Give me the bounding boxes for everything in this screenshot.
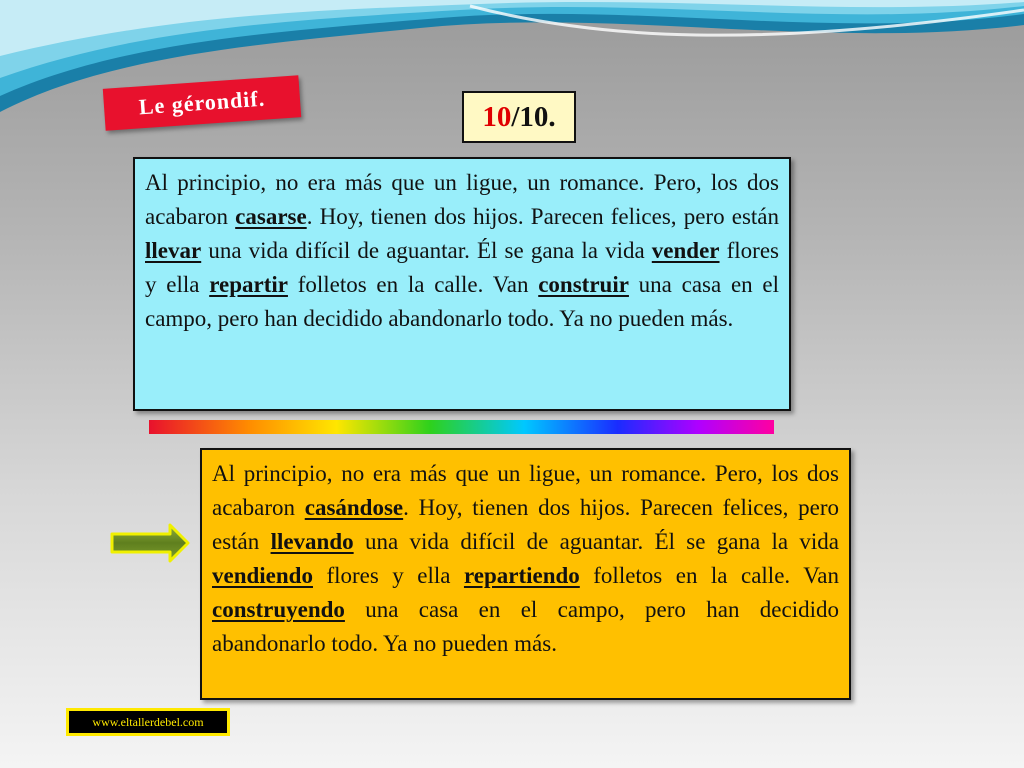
text-segment: folletos en la calle. Van [579,563,839,588]
score-box [462,91,576,143]
text-segment: flores y ella [312,563,464,588]
highlighted-verb: repartiendo [463,563,580,588]
highlighted-verb: vender [651,238,720,263]
text-segment: . Hoy, tienen dos hijos. Parecen felices, pero están [212,495,839,554]
website-url[interactable]: www.eltallerdebel.com [92,714,204,729]
text-segment: Al principio, no era más que un ligue, un romance. Pero, los dos acabaron [145,170,779,229]
text-segment: flores y ella [145,238,779,297]
text-segment: . Hoy, tienen dos hijos. Parecen felices, pero están [306,204,779,229]
highlighted-verb: casarse [235,204,307,229]
highlighted-verb: construir [538,272,629,297]
text-segment: folletos en la calle. Van [287,272,539,297]
highlighted-verb: vendiendo [212,563,313,588]
score-total: /10. [511,100,556,133]
text-segment: una casa en el campo, pero han decidido abandonarlo todo. Ya no pueden más. [212,597,839,656]
text-segment: una vida difícil de aguantar. Él se gana la vida [353,529,839,554]
highlighted-verb: construyendo [212,597,345,622]
highlighted-verb: llevando [270,529,354,554]
highlighted-verb: casándose [304,495,404,520]
highlighted-verb: repartir [209,272,288,297]
score-correct: 10 [482,100,512,133]
rainbow-divider [149,420,774,434]
text-segment: Al principio, no era más que un ligue, un romance. Pero, los dos acabaron [212,461,839,520]
text-segment: una casa en el campo, pero han decidido abandonarlo todo. Ya no pueden más. [145,272,779,331]
highlighted-verb: llevar [145,238,202,263]
website-link-badge[interactable] [66,708,230,736]
title-text: Le gérondif. [137,85,266,120]
text-segment: una vida difícil de aguantar. Él se gana la vida [201,238,652,263]
right-arrow-icon [108,522,192,564]
original-exercise-text [133,157,791,411]
corrected-answer-text [200,448,851,700]
